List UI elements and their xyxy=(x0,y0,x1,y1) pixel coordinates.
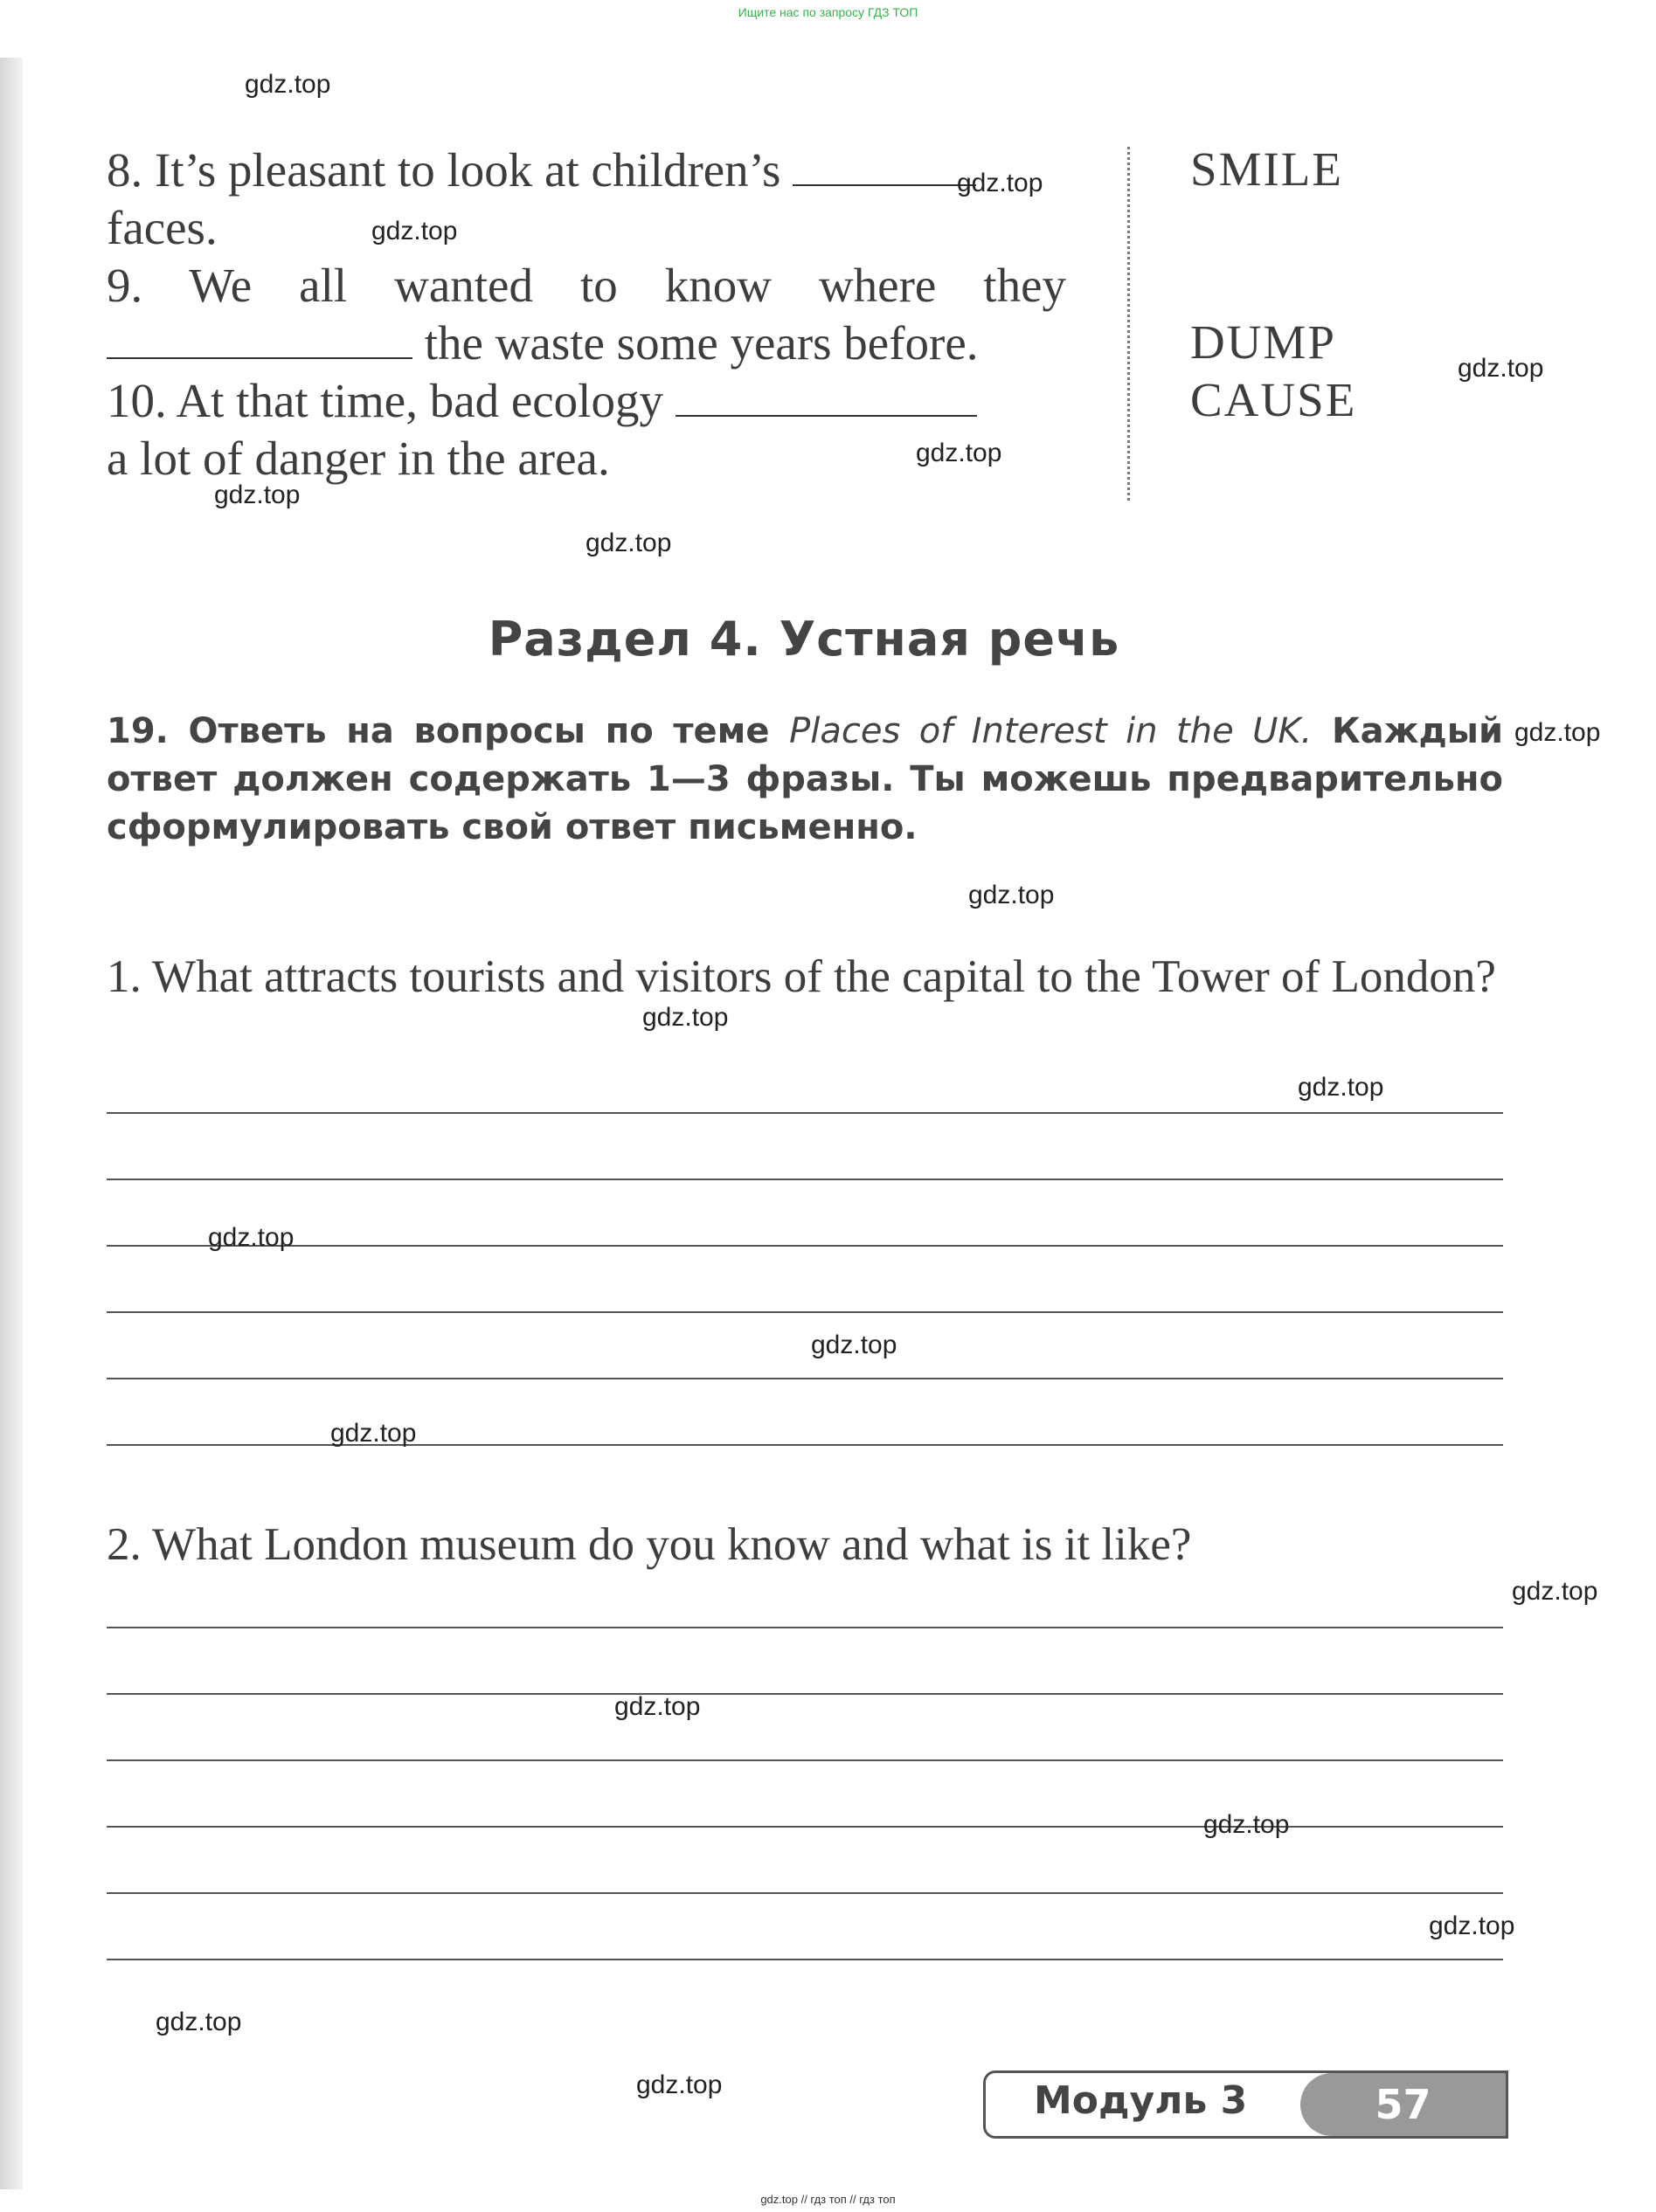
watermark: gdz.top xyxy=(957,169,1043,197)
answer-line-2-2[interactable] xyxy=(107,1693,1503,1695)
module-label: Модуль 3 xyxy=(1034,2078,1248,2123)
answer-blank-8[interactable] xyxy=(793,149,976,186)
page-footer xyxy=(983,2070,1508,2139)
word-dump: DUMP xyxy=(1190,315,1336,369)
watermark: gdz.top xyxy=(371,217,458,245)
task-text-1: Ответь на вопросы по теме xyxy=(188,711,770,751)
watermark: gdz.top xyxy=(811,1331,897,1359)
watermark: gdz.top xyxy=(614,1692,701,1721)
bottom-banner: gdz.top // гдз топ // гдз топ xyxy=(760,2193,896,2206)
page-number: 57 xyxy=(1300,2073,1506,2136)
watermark: gdz.top xyxy=(636,2070,723,2099)
sentence-8-line-1: 8. It’s pleasant to look at children’s xyxy=(107,142,976,199)
task-topic: Places of Interest in the UK. xyxy=(789,711,1313,751)
watermark: gdz.top xyxy=(1298,1073,1384,1102)
word-smile: SMILE xyxy=(1190,142,1343,196)
task-text-2: Каждый ответ должен содержать 1—3 фразы. Ты можешь предварительно сформулировать свой ответ письменно. xyxy=(107,711,1503,847)
answer-line-1-4[interactable] xyxy=(107,1311,1503,1313)
answer-line-2-1[interactable] xyxy=(107,1627,1503,1628)
watermark: gdz.top xyxy=(208,1223,294,1252)
question-2: 2. What London museum do you know and what is it like? xyxy=(107,1519,1192,1570)
watermark: gdz.top xyxy=(585,529,672,557)
task-19-instructions xyxy=(107,708,1503,852)
sentence-10-line-2: a lot of danger in the area. xyxy=(107,432,610,485)
answer-line-2-4[interactable] xyxy=(107,1826,1503,1828)
sentence-8-line-2: faces. xyxy=(107,201,218,254)
watermark: gdz.top xyxy=(214,480,301,509)
answer-line-1-6[interactable] xyxy=(107,1444,1503,1446)
section-title: Раздел 4. Устная речь xyxy=(488,612,1120,667)
answer-blank-9[interactable] xyxy=(107,322,412,359)
sentence-9-line-2: the waste some years before. xyxy=(107,315,979,372)
watermark: gdz.top xyxy=(330,1419,417,1448)
task-number: 19. xyxy=(107,711,169,751)
watermark: gdz.top xyxy=(1203,1810,1290,1839)
watermark: gdz.top xyxy=(156,2008,242,2036)
answer-line-2-6[interactable] xyxy=(107,1959,1503,1960)
page-edge xyxy=(0,58,23,2189)
answer-line-1-5[interactable] xyxy=(107,1378,1503,1379)
column-divider xyxy=(1127,147,1130,501)
watermark: gdz.top xyxy=(642,1003,729,1032)
watermark: gdz.top xyxy=(968,881,1055,909)
watermark: gdz.top xyxy=(1429,1911,1515,1940)
answer-line-1-2[interactable] xyxy=(107,1179,1503,1180)
watermark: gdz.top xyxy=(245,70,331,99)
answer-blank-10[interactable] xyxy=(676,380,977,417)
watermark: gdz.top xyxy=(1514,718,1601,747)
watermark: gdz.top xyxy=(1458,354,1544,383)
question-1: 1. What attracts tourists and visitors of the capital to the Tower of London? xyxy=(107,951,1496,1002)
answer-line-1-1[interactable] xyxy=(107,1112,1503,1114)
answer-line-2-3[interactable] xyxy=(107,1759,1503,1761)
answer-line-1-3[interactable] xyxy=(107,1245,1503,1247)
sentence-9-line-1: 9. We all wanted to know where they xyxy=(107,259,1066,312)
answer-line-2-5[interactable] xyxy=(107,1892,1503,1894)
watermark: gdz.top xyxy=(916,439,1002,467)
word-cause: CAUSE xyxy=(1190,373,1357,426)
sentence-10-line-1: 10. At that time, bad ecology xyxy=(107,372,977,430)
top-banner: Ищите нас по запросу ГДЗ ТОП xyxy=(738,5,918,19)
watermark: gdz.top xyxy=(1512,1577,1598,1606)
